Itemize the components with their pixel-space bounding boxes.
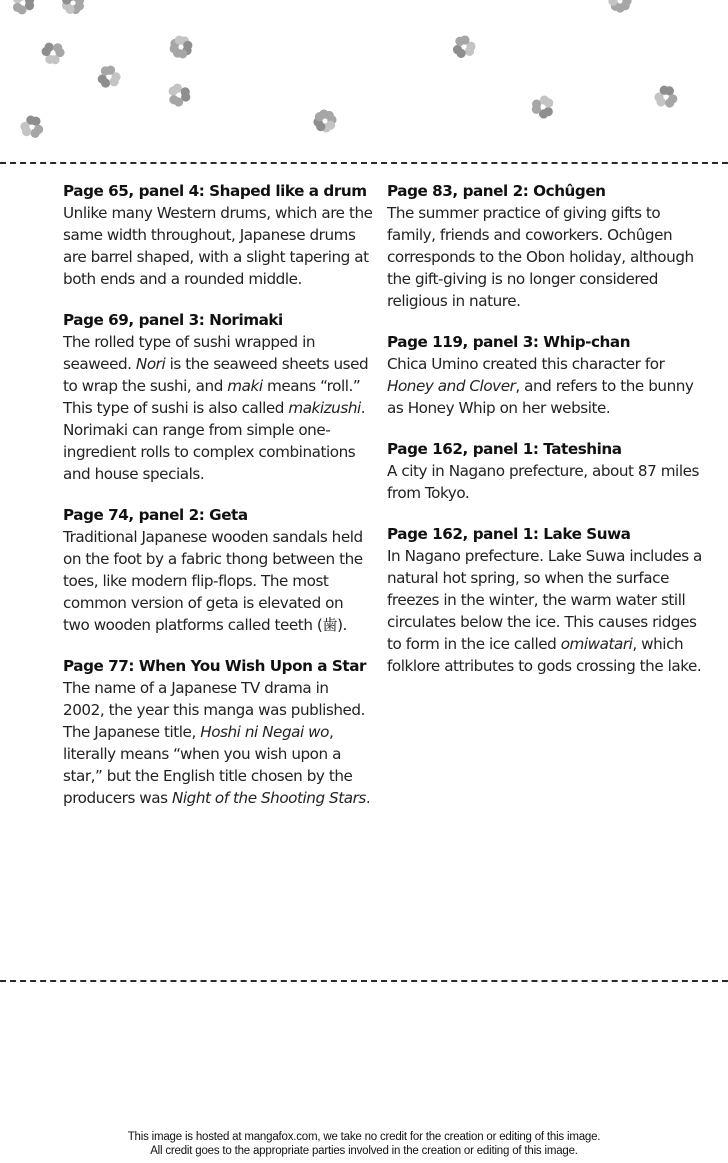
note-title: Page 69, panel 3: Norimaki	[63, 311, 283, 329]
note-drum	[63, 180, 373, 290]
clover-icon	[58, 0, 88, 18]
text-run: . Norimaki can range from simple one-ingredient rolls to complex combinations and house specials.	[63, 399, 366, 483]
note-lake-suwa	[387, 523, 707, 677]
top-dashed-divider	[0, 162, 728, 164]
clover-leaf	[13, 0, 22, 3]
note-body	[387, 460, 707, 504]
note-ochugen	[387, 180, 707, 312]
note-body	[387, 202, 707, 312]
hosting-credit-footer	[0, 1130, 728, 1158]
clover-icon	[651, 82, 681, 112]
italic-term: Honey and Clover	[387, 377, 516, 395]
note-title: Page 162, panel 1: Lake Suwa	[387, 525, 631, 543]
note-whip-chan	[387, 331, 707, 419]
text-run: Traditional Japanese wooden sandals held on the foot by a fabric thong between the toes, like modern flip-flops. The most common version of geta is elevated on two wooden platforms called teeth (歯).	[63, 528, 363, 634]
text-run: A city in Nagano prefecture, about 87 miles from Tokyo.	[387, 462, 699, 502]
text-run: , which folklore attributes to gods crossing the lake.	[387, 635, 702, 675]
clover-icon	[38, 38, 68, 68]
text-run: In Nagano prefecture. Lake Suwa includes a natural hot spring, so when the surface freezes in the winter, the warm water still circulates below the ice. This causes ridges to form in the ice called	[387, 547, 702, 653]
note-title: Page 119, panel 3: Whip-chan	[387, 333, 631, 351]
clover-icon	[166, 32, 196, 62]
note-body	[63, 331, 373, 485]
italic-term: omiwatari	[560, 635, 633, 653]
text-run: means “roll.” This type of sushi is also called	[63, 377, 361, 417]
footer-line-2: All credit goes to the appropriate parties involved in the creation or editing of this image.	[150, 1145, 578, 1157]
note-body	[63, 526, 373, 636]
italic-term: maki	[227, 377, 263, 395]
text-run: The rolled type of sushi wrapped in seaweed.	[63, 333, 316, 373]
text-run: The name of a Japanese TV drama in 2002, the year this manga was published. The Japanese title,	[63, 679, 365, 741]
notes-right-column	[387, 180, 707, 696]
note-norimaki	[63, 309, 373, 485]
italic-term: Nori	[135, 355, 166, 373]
text-run: Unlike many Western drums, which are the same width throughout, Japanese drums are barrel shaped, with a slight tapering at both ends and a rounded middle.	[63, 204, 373, 288]
text-run: , and refers to the bunny as Honey Whip on her website.	[387, 377, 694, 417]
text-run: .	[365, 789, 371, 807]
note-body	[63, 202, 373, 290]
note-tateshina	[387, 438, 707, 504]
text-run: is the seaweed sheets used to wrap the sushi, and	[63, 355, 369, 395]
note-title: Page 162, panel 1: Tateshina	[387, 440, 622, 458]
note-wish-upon-a-star	[63, 655, 373, 809]
clover-icon	[310, 106, 340, 136]
italic-term: Hoshi ni Negai wo	[200, 723, 329, 741]
note-body	[387, 545, 707, 677]
note-title: Page 65, panel 4: Shaped like a drum	[63, 182, 367, 200]
note-title: Page 83, panel 2: Ochûgen	[387, 182, 606, 200]
note-geta	[63, 504, 373, 636]
italic-term: Night of the Shooting Stars	[171, 789, 366, 807]
clover-decoration-band	[0, 0, 728, 150]
text-run: The summer practice of giving gifts to family, friends and coworkers. Ochûgen corresponds to the Obon holiday, although the gift-giving is no longer considered religious in nature.	[387, 204, 694, 310]
clover-icon	[94, 62, 124, 92]
clover-icon	[17, 112, 47, 142]
clover-icon	[8, 0, 38, 18]
note-title: Page 77: When You Wish Upon a Star	[63, 657, 367, 675]
clover-icon	[528, 92, 558, 122]
footer-line-1: This image is hosted at mangafox.com, we take no credit for the creation or editing of this image.	[127, 1131, 601, 1143]
text-run: , literally means “when you wish upon a star,” but the English title chosen by the producers was	[63, 723, 353, 807]
note-body	[387, 353, 707, 419]
notes-left-column	[63, 180, 373, 828]
italic-term: makizushi	[288, 399, 361, 417]
clover-icon	[605, 0, 635, 16]
note-body	[63, 677, 373, 809]
clover-icon	[449, 32, 479, 62]
clover-leaf	[17, 5, 26, 14]
bottom-dashed-divider	[0, 980, 728, 982]
text-run: Chica Umino created this character for	[387, 355, 665, 373]
note-title: Page 74, panel 2: Geta	[63, 506, 248, 524]
clover-icon	[164, 80, 194, 110]
